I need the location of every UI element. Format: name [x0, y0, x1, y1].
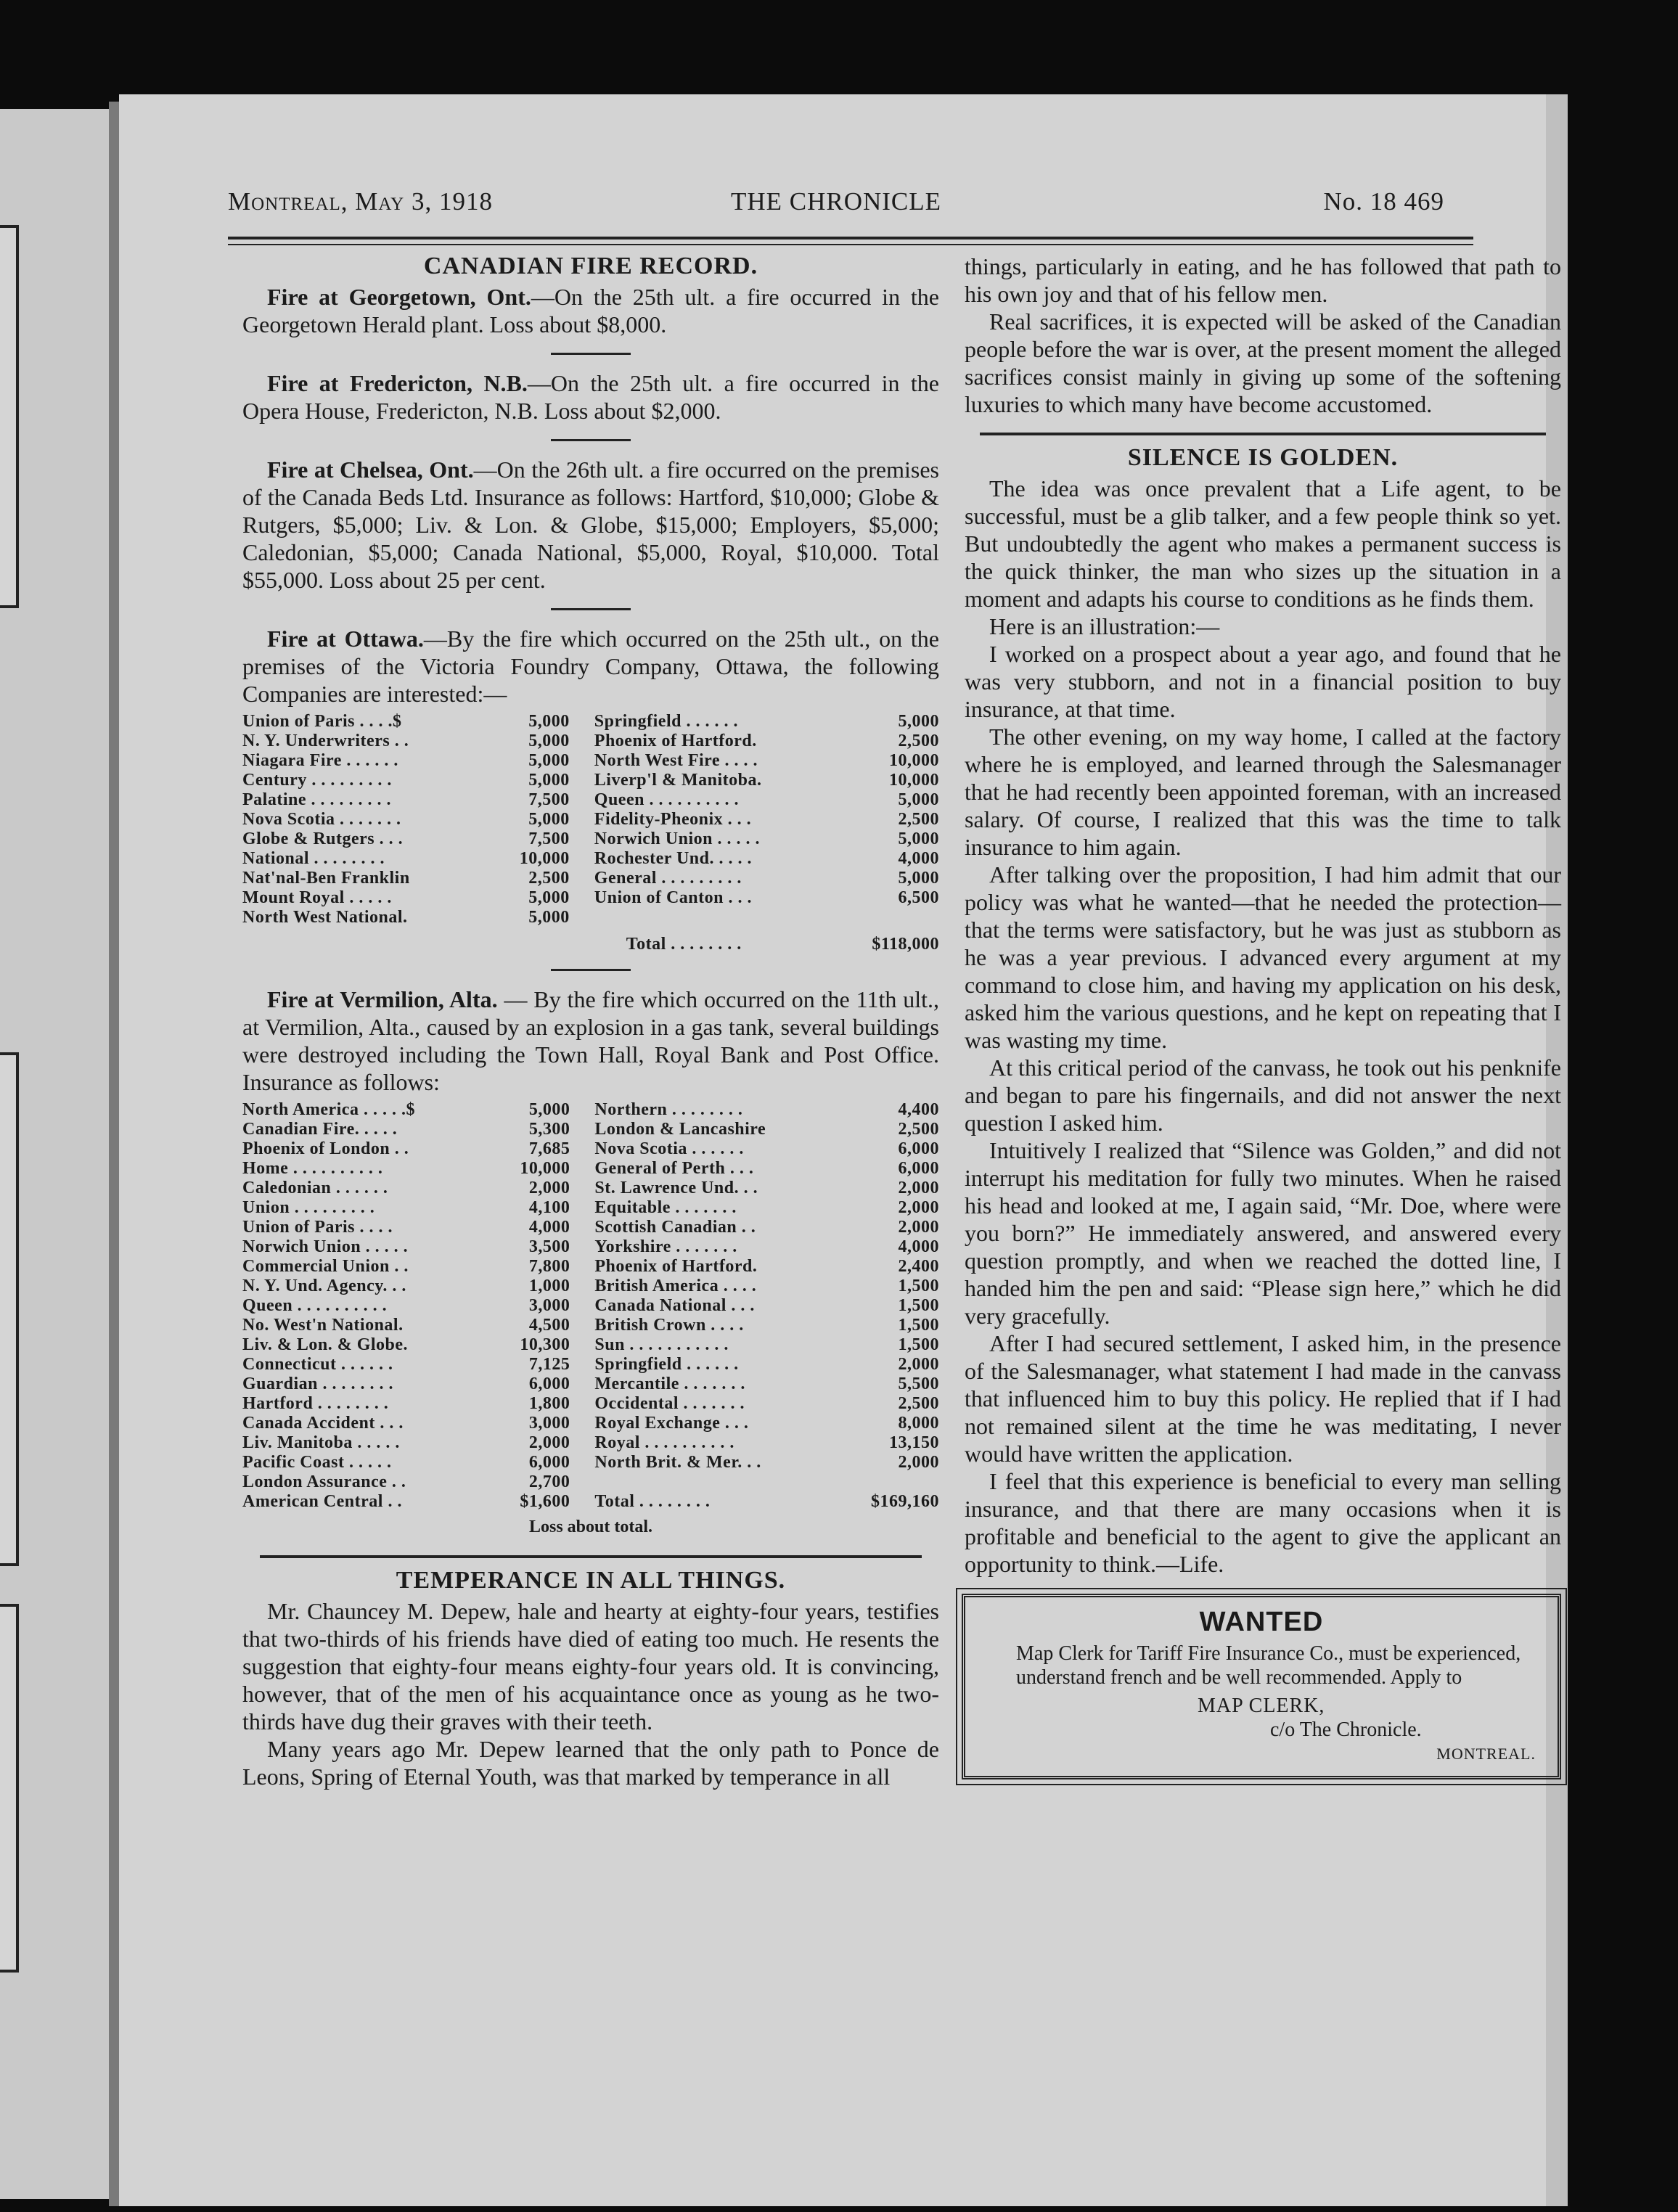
insurance-row [242, 1375, 939, 1394]
insurance-row [242, 1453, 939, 1472]
company-name: N. Y. Underwriters . . [242, 732, 409, 750]
company-name: North America . . . . .$ [242, 1100, 415, 1119]
amount: 2,000 [898, 1179, 939, 1197]
amount: 5,000 [528, 732, 570, 750]
amount: 4,500 [528, 1316, 570, 1335]
company-name: Niagara Fire . . . . . . [242, 751, 398, 770]
insurance-row [242, 712, 939, 732]
insurance-row [242, 1198, 939, 1218]
amount: 2,500 [898, 1394, 939, 1413]
insurance-row [242, 1316, 939, 1335]
issue-number: No. 18 469 [1323, 187, 1444, 216]
amount: 5,000 [528, 908, 570, 927]
amount: 8,000 [898, 1414, 939, 1433]
page [119, 94, 1561, 2206]
company-name: Palatine . . . . . . . . . [242, 790, 391, 809]
company-name: Nova Scotia . . . . . . . [242, 810, 401, 829]
total-amount: $118,000 [872, 935, 939, 954]
silence-paragraph: The idea was once prevalent that a Life agent, to be successful, must be a glib talker, and a few people think so yet. But undoubtedly the agent who makes a permanent success is the quick thinker, the man who sizes up the situation in a moment and adapts his course to conditions as he finds them. [965, 475, 1561, 612]
company-name: Royal Exchange . . . [594, 1414, 749, 1433]
amount: 5,000 [898, 830, 939, 848]
total-label: Total . . . . . . . . [626, 935, 742, 954]
wanted-address-care-of: c/o The Chronicle. [1270, 1719, 1422, 1741]
amount: 2,000 [898, 1453, 939, 1472]
separator [980, 433, 1547, 435]
separator [551, 969, 631, 971]
company-name: National . . . . . . . . [242, 849, 385, 868]
company-name: Norwich Union . . . . . [594, 830, 760, 848]
temperance-paragraph: Real sacrifices, it is expected will be asked of the Canadian people before the war is over, at the present moment the alleged sacrifices consist mainly in giving up some of the softening luxuries to which many have become accustomed. [965, 308, 1561, 417]
amount: 2,000 [898, 1355, 939, 1374]
company-name: N. Y. Und. Agency. . . [242, 1277, 406, 1295]
company-name: Commercial Union . . [242, 1257, 409, 1276]
insurance-row [242, 1218, 939, 1237]
company-name: Nova Scotia . . . . . . [594, 1139, 744, 1158]
company-name: Rochester Und. . . . . [594, 849, 752, 868]
amount: 2,000 [898, 1218, 939, 1237]
adjacent-page [0, 109, 109, 2199]
company-name: Norwich Union . . . . . [242, 1237, 409, 1256]
company-name: British Crown . . . . [594, 1316, 744, 1335]
amount: 5,000 [528, 712, 570, 731]
insurance-row [242, 1100, 939, 1120]
insurance-row [242, 908, 939, 927]
amount: 5,500 [898, 1375, 939, 1393]
fire-record-title: CANADIAN FIRE RECORD. [423, 253, 758, 279]
company-name: British America . . . . [594, 1277, 757, 1295]
amount: 7,125 [528, 1355, 570, 1374]
amount: 10,000 [889, 771, 939, 790]
company-name: Globe & Rutgers . . . [242, 830, 404, 848]
amount: 3,000 [528, 1414, 570, 1433]
amount: 7,800 [528, 1257, 570, 1276]
company-name: Equitable . . . . . . . [594, 1198, 737, 1217]
vermilion-insurance-table [242, 1100, 939, 1512]
company-name: North Brit. & Mer. . . [594, 1453, 761, 1472]
amount: 4,000 [528, 1218, 570, 1237]
amount: 4,100 [528, 1198, 570, 1217]
insurance-row [242, 849, 939, 869]
company-name: London Assurance . . [242, 1472, 406, 1491]
company-name: Phoenix of London . . [242, 1139, 409, 1158]
company-name: Phoenix of Hartford. [594, 1257, 758, 1276]
company-name: London & Lancashire [594, 1120, 766, 1139]
amount: 2,000 [528, 1433, 570, 1452]
company-name: Yorkshire . . . . . . . [594, 1237, 737, 1256]
amount: 6,000 [898, 1139, 939, 1158]
insurance-row [242, 1257, 939, 1277]
insurance-row [242, 1335, 939, 1355]
company-name: Union of Paris . . . .$ [242, 712, 402, 731]
insurance-row [242, 1179, 939, 1198]
amount: 4,400 [898, 1100, 939, 1119]
amount: 1,500 [898, 1277, 939, 1295]
ottawa-item: Fire at Ottawa.—By the fire which occurred on the 25th ult., on the premises of the Victoria Foundry Company, Ottawa, the following Companies are interested:— [242, 626, 939, 707]
amount: 2,000 [898, 1198, 939, 1217]
issue-date: Montreal, May 3, 1918 [228, 187, 493, 216]
adjacent-page-box [0, 1052, 19, 1566]
amount: 5,000 [898, 790, 939, 809]
company-name: General of Perth . . . [594, 1159, 754, 1178]
amount: 5,000 [528, 751, 570, 770]
company-name: Canada National . . . [594, 1296, 755, 1315]
company-name: Springfield . . . . . . [594, 1355, 739, 1374]
company-name: Union of Canton . . . [594, 888, 752, 907]
temperance-paragraph: Mr. Chauncey M. Depew, hale and hearty at eighty-four years, testifies that two-thirds of his friends have died of eating too much. He resents the suggestion that eighty-four means eighty-four years old. It is convincing, however, that of the men of his acquaintance once as young as he two-thirds have dug their graves with their teeth. [242, 1598, 939, 1734]
silence-paragraph: After I had secured settlement, I asked him, in the presence of the Salesmanager, what statement I had made in the canvass that influenced him to buy this policy. He replied that if I had not remained silent at the time he was meditating, I never would have written the application. [965, 1330, 1561, 1467]
separator [551, 439, 631, 441]
company-name: Hartford . . . . . . . . [242, 1394, 389, 1413]
company-name: Pacific Coast . . . . . [242, 1453, 392, 1472]
insurance-row [242, 1492, 939, 1512]
amount: 6,000 [528, 1375, 570, 1393]
amount: 5,000 [528, 771, 570, 790]
company-name: American Central . . [242, 1492, 402, 1511]
insurance-row [242, 1139, 939, 1159]
silence-article [965, 475, 1561, 1578]
insurance-row [242, 1237, 939, 1257]
company-name: Sun . . . . . . . . . . . [594, 1335, 729, 1354]
amount: 4,000 [898, 1237, 939, 1256]
company-name: Springfield . . . . . . [594, 712, 738, 731]
company-name: Connecticut . . . . . . [242, 1355, 393, 1374]
insurance-row [242, 1355, 939, 1375]
silence-paragraph: The other evening, on my way home, I called at the factory where he is employed, and learned through the Salesmanager that he had recently been appointed foreman, with an increased salary. Of course, I realized that this was the time to talk insurance to him again. [965, 724, 1561, 860]
company-name: Scottish Canadian . . [594, 1218, 756, 1237]
company-name: Fidelity-Pheonix . . . [594, 810, 752, 829]
company-name: General . . . . . . . . . [594, 869, 742, 888]
company-name: Mercantile . . . . . . . [594, 1375, 745, 1393]
temperance-title: TEMPERANCE IN ALL THINGS. [396, 1567, 786, 1594]
amount: 2,000 [528, 1179, 570, 1197]
amount: 2,500 [898, 810, 939, 829]
separator [260, 1555, 922, 1558]
insurance-row [242, 1472, 939, 1492]
silence-paragraph: Intuitively I realized that “Silence was Golden,” and did not interrupt his meditation for fully two minutes. When he raised his head and looked at me, I again said, “Mr. Doe, where were you born?” He immediately answered, and answered every question promptly, and when we reached the dotted line, I handed him the pen and said: “Please sign here,” which he did very gracefully. [965, 1137, 1561, 1329]
amount: 1,500 [898, 1296, 939, 1315]
company-name: Canada Accident . . . [242, 1414, 404, 1433]
silence-paragraph: I worked on a prospect about a year ago, and found that he was very stubborn, and not in a financial position to buy insurance, at that time. [965, 641, 1561, 722]
company-name: Home . . . . . . . . . . [242, 1159, 383, 1178]
silence-paragraph: At this critical period of the canvass, he took out his penknife and began to pare his fingernails, and did not answer the next question I asked him. [965, 1054, 1561, 1136]
amount: 1,500 [898, 1335, 939, 1354]
loss-note: Loss about total. [528, 1517, 653, 1536]
adjacent-page-box [0, 225, 19, 608]
amount: $1,600 [520, 1492, 570, 1511]
insurance-row [242, 888, 939, 908]
amount: 3,000 [528, 1296, 570, 1315]
company-name: Nat'nal-Ben Franklin [242, 869, 410, 888]
wanted-address-city: MONTREAL. [1436, 1745, 1536, 1763]
vermilion-item: Fire at Vermilion, Alta. — By the fire which occurred on the 11th ult., at Vermilion, Alta., caused by an explosion in a gas tank, several buildings were destroyed including the Town Hall, Royal Bank and Post Office. Insurance as follows: [242, 986, 940, 1095]
company-name: Liverp'l & Manitoba. [594, 771, 762, 790]
separator [551, 608, 631, 610]
company-name: Caledonian . . . . . . [242, 1179, 388, 1197]
ottawa-total-row [242, 927, 939, 954]
insurance-row [242, 1433, 939, 1453]
insurance-row [242, 1394, 939, 1414]
amount: 2,500 [528, 869, 570, 888]
silence-title: SILENCE IS GOLDEN. [1127, 444, 1399, 471]
company-name: Liv. & Lon. & Globe. [242, 1335, 409, 1354]
wanted-title: WANTED [1199, 1607, 1324, 1637]
company-name [590, 908, 841, 927]
amount [841, 908, 939, 927]
company-name [590, 1472, 841, 1492]
company-name: Union . . . . . . . . . [242, 1198, 375, 1217]
amount: 10,300 [520, 1335, 570, 1354]
silence-paragraph: After talking over the proposition, I had him admit that our policy was what he wanted—that he needed the protection—that the terms were satisfactory, but he was just as stubborn as he was a year previous. I advanced every argument at my command to close him, and having my application on his desk, asked him the various questions, and he kept on repeating that I was wasting my time. [965, 861, 1561, 1053]
header-rule [228, 244, 1473, 245]
amount: 10,000 [519, 849, 570, 868]
amount: 6,000 [528, 1453, 570, 1472]
left-column [242, 253, 939, 1790]
adjacent-page-box [0, 1604, 19, 1973]
wanted-body: Map Clerk for Tariff Fire Insurance Co., must be experienced, understand french and be well recommended. Apply to [1016, 1642, 1521, 1689]
company-name: Royal . . . . . . . . . . [594, 1433, 734, 1452]
insurance-row [242, 1414, 939, 1433]
amount: 5,300 [528, 1120, 570, 1139]
company-name: Phoenix of Hartford. [594, 732, 757, 750]
amount: 1,000 [528, 1277, 570, 1295]
temperance-paragraph: Many years ago Mr. Depew learned that the only path to Ponce de Leons, Spring of Eternal Youth, was that marked by temperance in all [242, 1736, 939, 1790]
amount: 10,000 [889, 751, 939, 770]
company-name: Canadian Fire. . . . . [242, 1120, 398, 1139]
page-gutter [109, 102, 119, 2206]
amount: 5,000 [898, 712, 939, 731]
wanted-address-name: MAP CLERK, [1198, 1695, 1325, 1717]
amount: 10,000 [520, 1159, 570, 1178]
insurance-row [242, 732, 939, 751]
amount: 6,500 [898, 888, 939, 907]
temperance-paragraph: things, particularly in eating, and he has followed that path to his own joy and that of his fellow men. [965, 253, 1561, 307]
chelsea-item: Fire at Chelsea, Ont.—On the 26th ult. a fire occurred on the premises of the Canada Beds Ltd. Insurance as follows: Hartford, $10,000; Globe & Rutgers, $5,000; Liv. & Lon. & Globe, $15,000; Employers, $5,000; Caledonian, $5,000; Canada National, $5,000, Royal, $10,000. Total $55,000. Loss about 25 per cent. [242, 456, 940, 593]
insurance-row [242, 830, 939, 849]
insurance-row [242, 1277, 939, 1296]
company-name: North West Fire . . . . [594, 751, 758, 770]
fredericton-item: Fire at Fredericton, N.B.—On the 25th ult. a fire occurred in the Opera House, Fredericton, N.B. Loss about $2,000. [242, 370, 940, 424]
masthead: THE CHRONICLE [730, 187, 942, 216]
company-name: Queen . . . . . . . . . . [242, 1296, 388, 1315]
right-column [965, 253, 1561, 1779]
separator [551, 353, 631, 355]
amount: 7,685 [528, 1139, 570, 1158]
insurance-row [242, 790, 939, 810]
company-name: Northern . . . . . . . . [594, 1100, 743, 1119]
amount: 5,000 [528, 810, 570, 829]
amount: 6,000 [898, 1159, 939, 1178]
amount: 2,400 [898, 1257, 939, 1276]
company-name: Total . . . . . . . . [594, 1492, 711, 1511]
amount: 5,000 [528, 1100, 570, 1119]
header-rule [228, 237, 1473, 239]
amount: 4,000 [898, 849, 939, 868]
amount [841, 1472, 939, 1492]
amount: 5,000 [528, 888, 570, 907]
company-name: No. West'n National. [242, 1316, 404, 1335]
company-name: Century . . . . . . . . . [242, 771, 392, 790]
company-name: Guardian . . . . . . . . [242, 1375, 394, 1393]
insurance-row [242, 771, 939, 790]
insurance-row [242, 1296, 939, 1316]
silence-paragraph: I feel that this experience is beneficial to every man selling insurance, and that there are many occasions when it is profitable and beneficial to the agent to give the applicant an opportunity to think.—Life. [965, 1468, 1561, 1577]
amount: $169,160 [871, 1492, 939, 1511]
insurance-row [242, 1120, 939, 1139]
company-name: Queen . . . . . . . . . . [594, 790, 739, 809]
amount: 2,500 [898, 732, 939, 750]
company-name: Mount Royal . . . . . [242, 888, 392, 907]
amount: 1,800 [528, 1394, 570, 1413]
georgetown-item: Fire at Georgetown, Ont.—On the 25th ult. a fire occurred in the Georgetown Herald plant. Loss about $8,000. [242, 284, 939, 337]
ottawa-insurance-table [242, 712, 939, 954]
company-name: Occidental . . . . . . . [594, 1394, 745, 1413]
company-name: Union of Paris . . . . [242, 1218, 393, 1237]
amount: 3,500 [528, 1237, 570, 1256]
company-name: North West National. [242, 908, 408, 927]
wanted-advertisement [962, 1594, 1561, 1779]
insurance-row [242, 810, 939, 830]
company-name: Liv. Manitoba . . . . . [242, 1433, 400, 1452]
amount: 13,150 [889, 1433, 939, 1452]
amount: 7,500 [528, 830, 570, 848]
running-head [228, 187, 1444, 224]
amount: 5,000 [898, 869, 939, 888]
amount: 2,500 [898, 1120, 939, 1139]
insurance-row [242, 751, 939, 771]
company-name: St. Lawrence Und. . . [594, 1179, 758, 1197]
insurance-row [242, 1159, 939, 1179]
silence-paragraph: Here is an illustration:— [989, 613, 1220, 639]
insurance-row [242, 869, 939, 888]
amount: 2,700 [528, 1472, 570, 1491]
amount: 1,500 [898, 1316, 939, 1335]
amount: 7,500 [528, 790, 570, 809]
